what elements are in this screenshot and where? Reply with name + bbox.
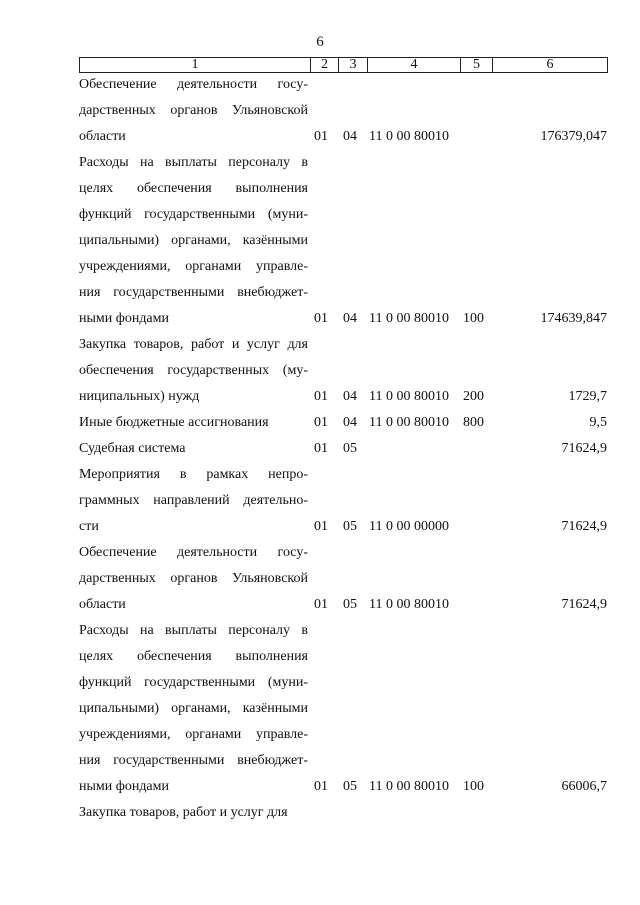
table-row <box>0 410 640 436</box>
table-row <box>0 150 640 332</box>
cell-c2: 01 <box>314 311 328 326</box>
row-description-line: граммных направлений деятельно- <box>79 493 308 508</box>
row-description-line: дарственных органов Ульяновской <box>79 571 308 586</box>
cell-c5 <box>463 800 493 826</box>
header-col-4: 4 <box>368 58 461 72</box>
cell-c4: 11 0 00 80010 <box>369 779 449 794</box>
row-description-line: Закупка товаров, работ и услуг для <box>79 805 288 820</box>
header-col-2: 2 <box>311 58 339 72</box>
row-description-line: дарственных органов Ульяновской <box>79 103 308 118</box>
row-description-line: ниципальных) нужд <box>79 389 200 404</box>
row-description-line: Закупка товаров, работ и услуг для <box>79 337 308 352</box>
cell-c6: 66006,7 <box>561 779 607 794</box>
table-row <box>0 332 640 410</box>
cell-c3: 05 <box>343 519 357 534</box>
table-row <box>0 462 640 540</box>
table-row <box>0 540 640 618</box>
cell-c5: 200 <box>463 389 484 404</box>
header-col-6: 6 <box>546 57 554 72</box>
cell-c2: 01 <box>314 779 328 794</box>
cell-c6: 71624,9 <box>561 441 607 456</box>
row-description-line: области <box>79 129 126 144</box>
cell-c4: 11 0 00 80010 <box>369 389 449 404</box>
cell-c2: 01 <box>314 441 328 456</box>
header-col-5: 5 <box>461 58 493 72</box>
cell-c3: 04 <box>343 415 357 430</box>
page-number: 6 <box>316 34 324 50</box>
cell-c6: 71624,9 <box>561 519 607 534</box>
row-description-line: обеспечения государственных (му- <box>79 363 308 378</box>
row-description-line: учреждениями, органами управле- <box>79 259 308 274</box>
row-description-line: сти <box>79 519 99 534</box>
row-description-line: целях обеспечения выполнения <box>79 181 308 196</box>
cell-c6: 9,5 <box>589 415 607 430</box>
table-header <box>79 57 608 73</box>
cell-c2: 01 <box>314 597 328 612</box>
row-description-line: целях обеспечения выполнения <box>79 649 308 664</box>
cell-c2 <box>314 800 336 826</box>
cell-c3: 05 <box>343 597 357 612</box>
row-description-line: ципальными) органами, казёнными <box>79 701 308 716</box>
cell-c6: 1729,7 <box>568 389 607 404</box>
cell-c3: 05 <box>343 441 357 456</box>
row-description-line: ния государственными внебюджет- <box>79 285 308 300</box>
cell-c4: 11 0 00 80010 <box>369 311 449 326</box>
cell-c5: 100 <box>463 311 484 326</box>
row-description-line: области <box>79 597 126 612</box>
cell-c5 <box>463 514 493 540</box>
cell-c3 <box>343 800 367 826</box>
table-row <box>0 800 640 826</box>
row-description-line: ципальными) органами, казёнными <box>79 233 308 248</box>
table-row <box>0 436 640 462</box>
cell-c6: 71624,9 <box>561 597 607 612</box>
cell-c4 <box>369 800 459 826</box>
row-description-line: ния государственными внебюджет- <box>79 753 308 768</box>
row-description-line: Иные бюджетные ассигнования <box>79 415 269 430</box>
row-description-line: Расходы на выплаты персоналу в <box>79 155 308 170</box>
cell-c4: 11 0 00 80010 <box>369 415 449 430</box>
table-row <box>0 72 640 150</box>
row-description-line: Расходы на выплаты персоналу в <box>79 623 308 638</box>
header-col-3: 3 <box>339 58 368 72</box>
cell-c3: 05 <box>343 779 357 794</box>
cell-c3: 04 <box>343 311 357 326</box>
cell-c3: 04 <box>343 389 357 404</box>
cell-c5 <box>463 592 493 618</box>
row-description-line: ными фондами <box>79 779 170 794</box>
cell-c5 <box>463 436 493 462</box>
cell-c4 <box>369 436 459 462</box>
row-description-line: Обеспечение деятельности госу- <box>79 77 308 92</box>
cell-c6: 174639,847 <box>540 311 607 326</box>
row-description-line: ными фондами <box>79 311 170 326</box>
cell-c2: 01 <box>314 389 328 404</box>
cell-c6 <box>496 800 607 826</box>
cell-c5: 100 <box>463 779 484 794</box>
cell-c5: 800 <box>463 415 484 430</box>
cell-c4: 11 0 00 80010 <box>369 597 449 612</box>
cell-c2: 01 <box>314 415 328 430</box>
cell-c4: 11 0 00 80010 <box>369 129 449 144</box>
table-row <box>0 618 640 800</box>
row-description-line: Обеспечение деятельности госу- <box>79 545 308 560</box>
row-description-line: Мероприятия в рамках непро- <box>79 467 308 482</box>
cell-c3: 04 <box>343 129 357 144</box>
cell-c5 <box>463 124 493 150</box>
row-description-line: учреждениями, органами управле- <box>79 727 308 742</box>
header-col-1: 1 <box>80 58 311 72</box>
cell-c6: 176379,047 <box>540 129 607 144</box>
cell-c2: 01 <box>314 519 328 534</box>
cell-c4: 11 0 00 00000 <box>369 519 449 534</box>
row-description-line: функций государственными (муни- <box>79 207 308 222</box>
row-description-line: Судебная система <box>79 441 186 456</box>
cell-c2: 01 <box>314 129 328 144</box>
row-description-line: функций государственными (муни- <box>79 675 308 690</box>
